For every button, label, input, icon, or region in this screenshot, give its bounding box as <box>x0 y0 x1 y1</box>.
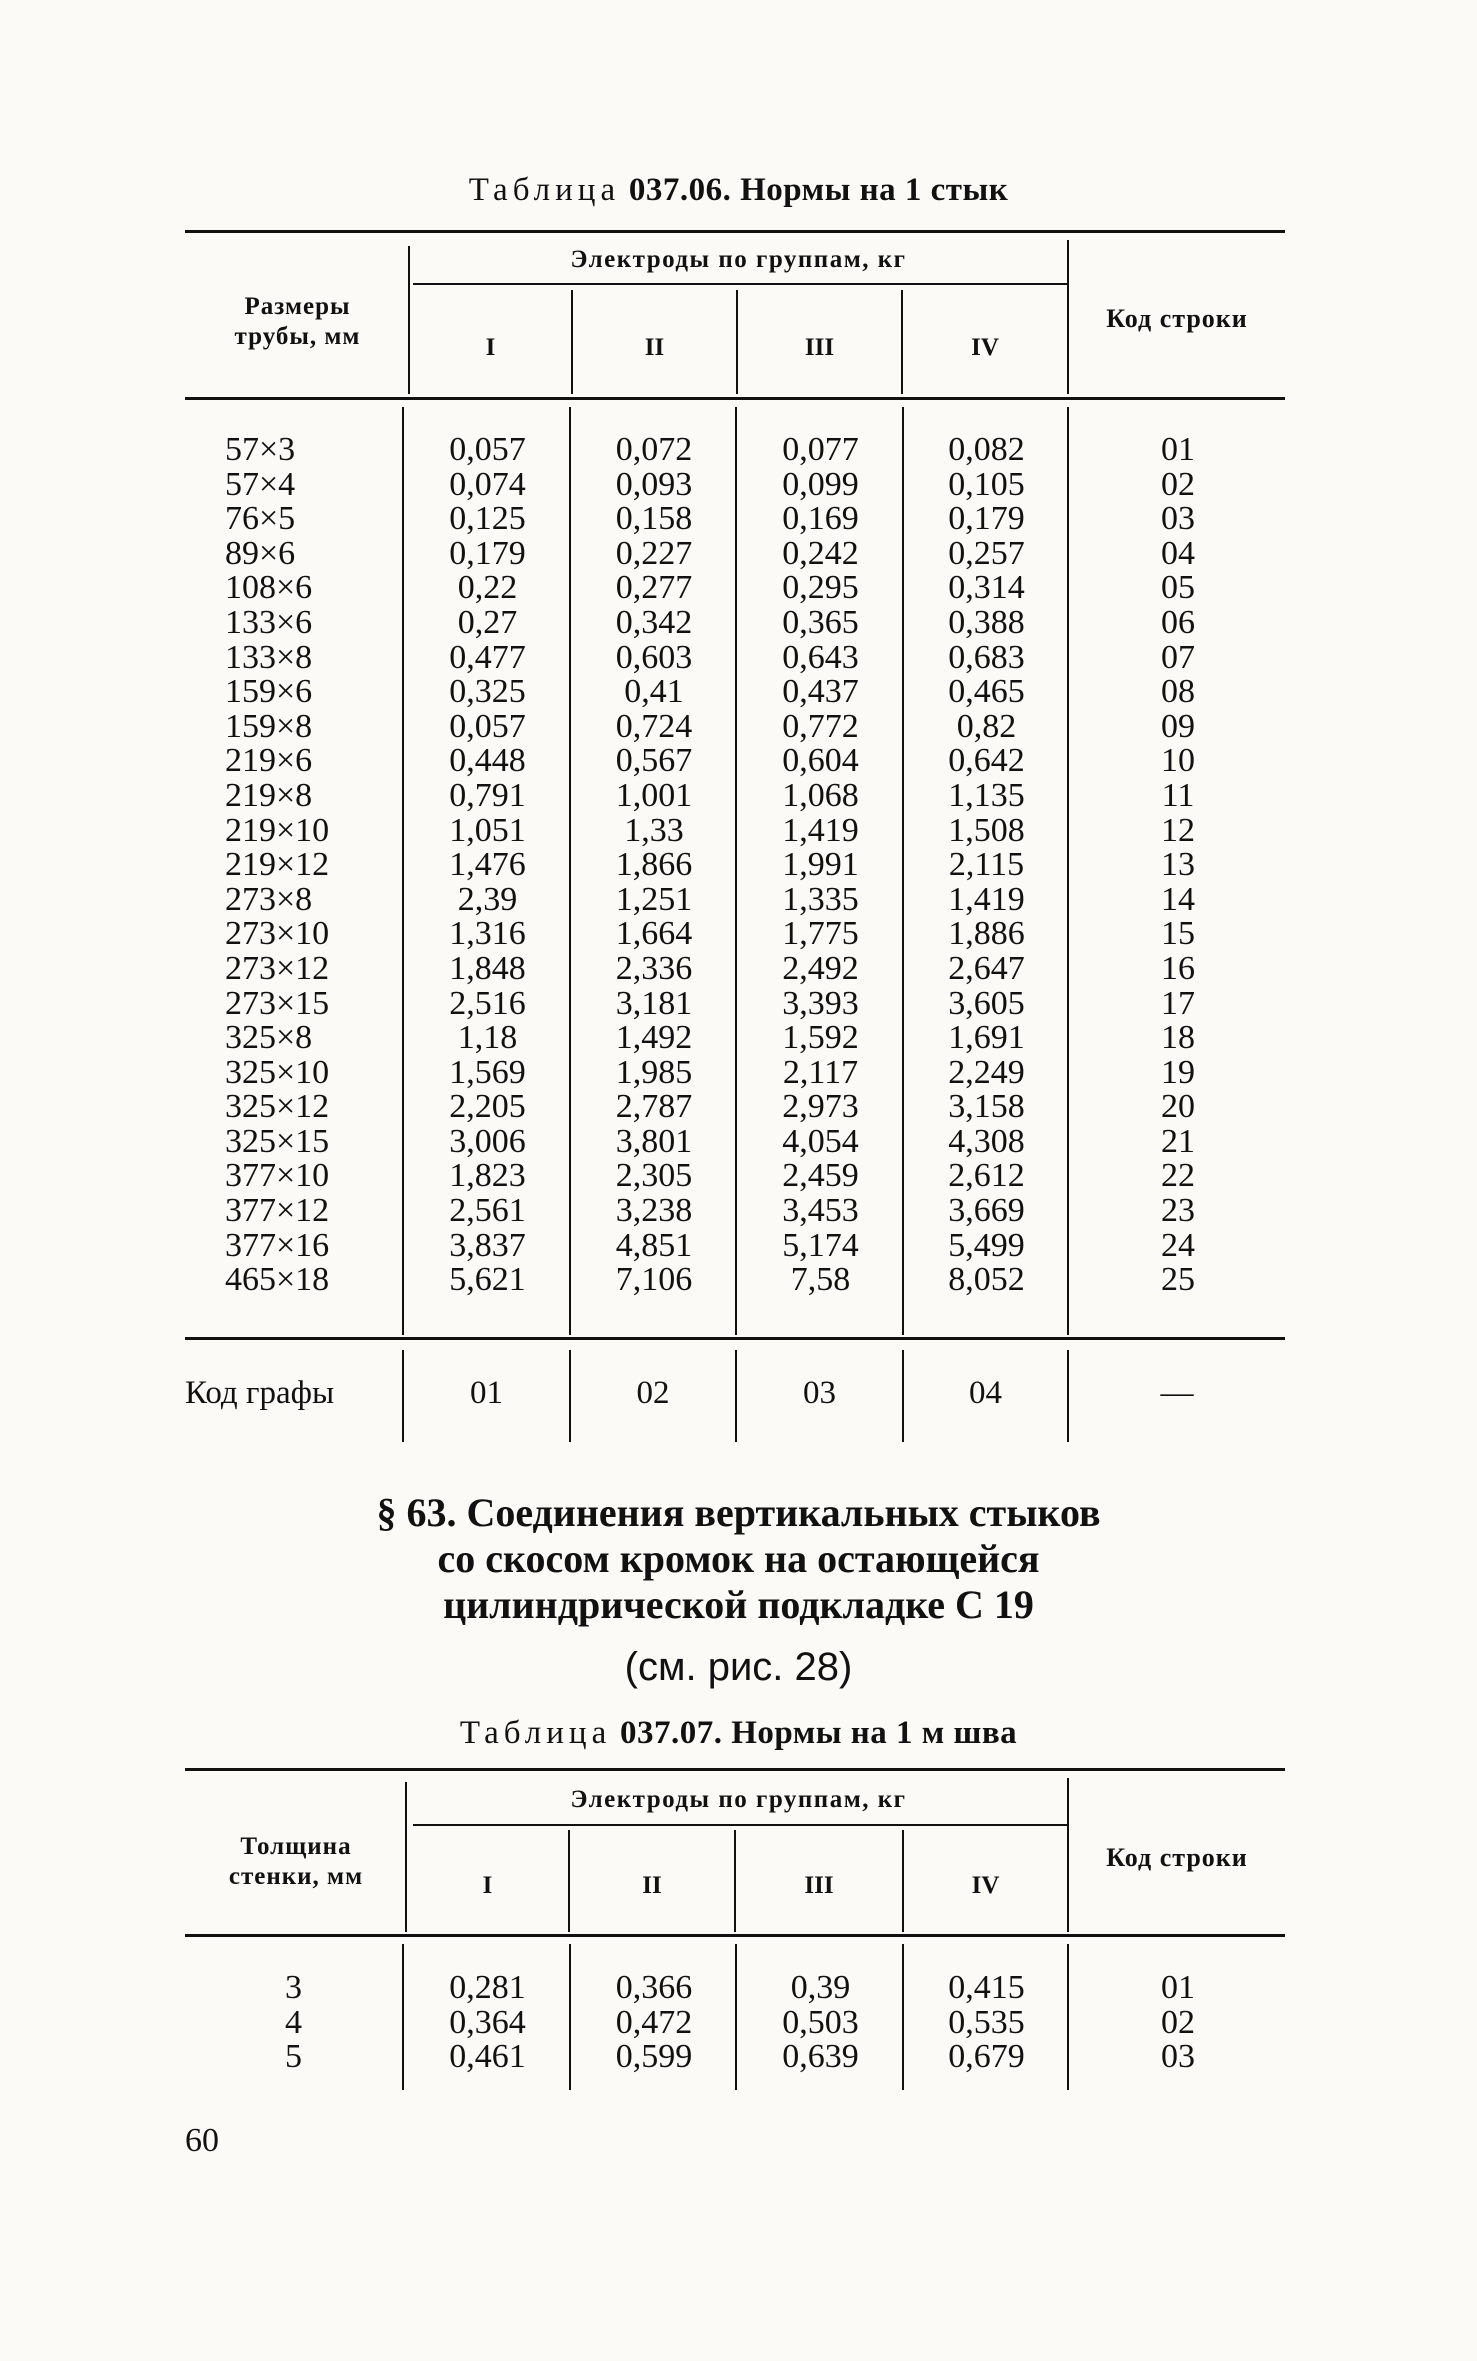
footer-code: 01 <box>470 1375 503 1411</box>
table-cell: 0,472 <box>615 2003 693 2041</box>
table-cell: 0,461 <box>449 2038 526 2076</box>
table-cell: 325×12 <box>225 1088 330 1126</box>
table-cell: 0,179 <box>449 534 526 572</box>
table-cell: 0,604 <box>782 742 859 780</box>
table-cell: 0,325 <box>449 673 526 711</box>
table2-caption-prefix: Таблица <box>459 1715 612 1751</box>
table-cell: 1,866 <box>615 846 693 884</box>
table-cell: 19 <box>1161 1053 1195 1091</box>
table-cell: 4,851 <box>615 1226 693 1264</box>
table-cell: 3,006 <box>449 1122 526 1160</box>
table-cell: 219×12 <box>225 846 330 884</box>
table1-header-rule <box>185 397 1285 400</box>
table-cell: 1,848 <box>449 949 526 987</box>
group-header-3: III <box>804 334 835 361</box>
table-cell: 3,669 <box>948 1192 1025 1230</box>
table-cell: 273×10 <box>225 915 330 953</box>
table-cell: 0,791 <box>449 776 526 814</box>
table-cell: 1,775 <box>782 915 859 953</box>
table-cell: 133×8 <box>225 638 313 676</box>
table-cell: 377×10 <box>225 1157 330 1195</box>
table2-col-IV <box>906 1971 1067 2075</box>
table-cell: 0,22 <box>457 569 518 607</box>
table-cell: 24 <box>1161 1226 1195 1264</box>
table-cell: 0,257 <box>948 534 1025 572</box>
table-cell: 23 <box>1161 1192 1195 1230</box>
group-header-1: I <box>482 1872 493 1899</box>
table-cell: 0,227 <box>615 534 693 572</box>
table-cell: 1,592 <box>782 1019 859 1057</box>
table-cell: 0,567 <box>615 742 693 780</box>
group-header-2: II <box>644 334 665 361</box>
table-cell: 0,465 <box>948 673 1025 711</box>
table-cell: 06 <box>1161 603 1195 641</box>
table-cell: 57×4 <box>225 465 296 503</box>
table-cell: 0,125 <box>449 500 526 538</box>
table-cell: 3,181 <box>615 984 693 1022</box>
table-cell: 0,599 <box>615 2038 693 2076</box>
table-cell: 1,001 <box>615 776 693 814</box>
table-cell: 1,419 <box>782 811 859 849</box>
table-cell: 57×3 <box>225 431 296 468</box>
table-cell: 325×10 <box>225 1053 330 1091</box>
table-cell: 2,336 <box>615 949 693 987</box>
table-cell: 07 <box>1161 638 1195 676</box>
table-cell: 1,33 <box>624 811 684 849</box>
table-cell: 4,308 <box>948 1122 1025 1160</box>
page-number: 60 <box>185 2122 219 2159</box>
table-cell: 1,335 <box>782 880 859 918</box>
table-cell: 2,205 <box>449 1088 526 1126</box>
table-cell: 0,364 <box>449 2003 526 2041</box>
table-cell: 08 <box>1161 673 1195 711</box>
group-header-1: I <box>485 334 496 361</box>
table-cell: 1,985 <box>615 1053 693 1091</box>
table1-vline <box>1067 407 1069 1335</box>
section-heading-line: цилиндрической подкладке С 19 <box>443 1582 1034 1627</box>
figure-reference: (см. рис. 28) <box>624 1645 853 1689</box>
table-cell: 0,158 <box>615 500 693 538</box>
table-cell: 0,642 <box>948 742 1025 780</box>
table-cell: 0,093 <box>615 465 693 503</box>
table-cell: 0,39 <box>790 1969 851 2006</box>
table-cell: 0,105 <box>948 465 1025 503</box>
table1-col-II <box>573 433 735 1298</box>
table-cell: 0,314 <box>948 569 1025 607</box>
table-cell: 4,054 <box>782 1122 859 1160</box>
table1-footer-label: Код графы <box>185 1375 335 1411</box>
stub-header-line: Толщина <box>240 1833 352 1860</box>
table-cell: 0,639 <box>782 2038 859 2076</box>
footer-code: 03 <box>803 1375 836 1411</box>
table-cell: 7,58 <box>790 1261 851 1299</box>
table2-group-rule <box>413 1824 1067 1826</box>
section-heading-line: со скосом кромок на остающейся <box>437 1536 1040 1581</box>
footer-code: 04 <box>969 1375 1002 1411</box>
table-cell: 377×16 <box>225 1226 330 1264</box>
table-cell: 108×6 <box>225 569 313 607</box>
table2-caption-rest: 037.07. Нормы на 1 м шва <box>619 1715 1018 1751</box>
table-cell: 2,973 <box>782 1088 859 1126</box>
table-cell: 0,772 <box>782 707 859 745</box>
table-cell: 273×8 <box>225 880 313 918</box>
table-cell: 219×8 <box>225 776 313 814</box>
table2-col-I <box>406 1971 569 2075</box>
table2-code-header: Код строки <box>1106 1843 1248 1872</box>
table-cell: 1,419 <box>948 880 1025 918</box>
stub-header-line: Размеры <box>244 293 351 320</box>
table-cell: 0,535 <box>948 2003 1025 2041</box>
table-cell: 273×12 <box>225 949 330 987</box>
table-cell: 0,099 <box>782 465 859 503</box>
table2-header-rule <box>185 1934 1285 1937</box>
table-cell: 2,647 <box>948 949 1025 987</box>
table-cell: 0,281 <box>449 1969 526 2006</box>
table-cell: 1,316 <box>449 915 526 953</box>
table-cell: 465×18 <box>225 1261 330 1299</box>
table1-code-header: Код строки <box>1106 304 1248 333</box>
table-cell: 2,561 <box>449 1192 526 1230</box>
table-cell: 219×10 <box>225 811 330 849</box>
group-header-4: IV <box>971 1872 1000 1899</box>
section-heading-line: § 63. Соединения вертикальных стыков <box>376 1490 1101 1535</box>
table-cell: 3,393 <box>782 984 859 1022</box>
table-cell: 25 <box>1161 1261 1195 1299</box>
footer-dash: — <box>1160 1375 1194 1411</box>
stub-header-line: трубы, мм <box>234 323 361 350</box>
table1-vline <box>902 407 904 1335</box>
table2-code-column <box>1071 1971 1285 2075</box>
table-cell: 1,823 <box>449 1157 526 1195</box>
table-cell: 2,459 <box>782 1157 859 1195</box>
table-cell: 0,603 <box>615 638 693 676</box>
table1-col-III <box>739 433 902 1298</box>
section-heading <box>0 1490 1477 1628</box>
table-cell: 0,057 <box>449 707 526 745</box>
table-cell: 03 <box>1161 500 1195 538</box>
table-cell: 133×6 <box>225 603 313 641</box>
table-cell: 20 <box>1161 1088 1195 1126</box>
table-cell: 2,492 <box>782 949 859 987</box>
table-cell: 0,415 <box>948 1969 1025 2006</box>
table-cell: 22 <box>1161 1157 1195 1195</box>
table-cell: 1,691 <box>948 1019 1025 1057</box>
table1-col-I <box>406 433 569 1298</box>
table1-caption-rest: 037.06. Нормы на 1 стык <box>628 172 1009 208</box>
table-cell: 0,277 <box>615 569 693 607</box>
table-cell: 13 <box>1161 846 1195 884</box>
table-cell: 0,82 <box>956 707 1017 745</box>
table-cell: 1,476 <box>449 846 526 884</box>
table-cell: 0,503 <box>782 2003 859 2041</box>
table2-vline <box>902 1944 904 2090</box>
table2-vline <box>569 1944 571 2090</box>
table-cell: 89×6 <box>225 534 296 572</box>
table-cell: 17 <box>1161 984 1195 1022</box>
table-cell: 7,106 <box>615 1261 693 1299</box>
table-cell: 377×12 <box>225 1192 330 1230</box>
table-cell: 18 <box>1161 1019 1195 1057</box>
table-cell: 0,366 <box>615 1969 693 2006</box>
table-cell: 3 <box>285 1969 302 2006</box>
table1-caption <box>0 172 1477 209</box>
table2-vline <box>735 1944 737 2090</box>
table-cell: 0,077 <box>782 431 859 468</box>
table-cell: 02 <box>1161 2003 1195 2041</box>
table-cell: 1,135 <box>948 776 1025 814</box>
table-cell: 2,39 <box>457 880 518 918</box>
table1-body-rule <box>185 1337 1285 1340</box>
table1-code-column <box>1071 433 1285 1298</box>
table-cell: 09 <box>1161 707 1195 745</box>
table-cell: 5,621 <box>449 1261 526 1299</box>
table-cell: 0,477 <box>449 638 526 676</box>
table-cell: 0,179 <box>948 500 1025 538</box>
table-cell: 14 <box>1161 880 1195 918</box>
footer-code: 02 <box>636 1375 670 1411</box>
table1-caption-prefix: Таблица <box>468 172 621 208</box>
table-cell: 159×6 <box>225 673 313 711</box>
table-cell: 159×8 <box>225 707 313 745</box>
table1-vline <box>402 407 404 1335</box>
table-cell: 0,169 <box>782 500 859 538</box>
table-cell: 11 <box>1161 776 1195 814</box>
table-cell: 3,158 <box>948 1088 1025 1126</box>
table-cell: 3,238 <box>615 1192 693 1230</box>
table-cell: 0,074 <box>449 465 526 503</box>
group-header-4: IV <box>971 334 999 361</box>
table-cell: 01 <box>1161 1969 1195 2006</box>
table-cell: 5 <box>285 2038 302 2076</box>
group-header-2: II <box>642 1872 662 1899</box>
table1-vline <box>735 407 737 1335</box>
table2-top-rule <box>185 1768 1285 1771</box>
table-cell: 1,664 <box>615 915 693 953</box>
table-cell: 2,612 <box>948 1157 1025 1195</box>
table1-top-rule <box>185 230 1285 233</box>
table-cell: 2,787 <box>615 1088 693 1126</box>
table-cell: 325×15 <box>225 1122 330 1160</box>
table2-vline <box>1067 1944 1069 2090</box>
table-cell: 325×8 <box>225 1019 313 1057</box>
table-cell: 1,492 <box>615 1019 693 1057</box>
table-cell: 4 <box>285 2003 302 2041</box>
table1-size-column <box>225 433 400 1298</box>
table-cell: 03 <box>1161 2038 1195 2076</box>
table-cell: 2,249 <box>948 1053 1025 1091</box>
table-cell: 0,057 <box>449 431 526 468</box>
table1-stub-header <box>185 292 410 352</box>
table-cell: 0,643 <box>782 638 859 676</box>
table-cell: 0,27 <box>457 603 518 641</box>
table-cell: 0,724 <box>615 707 693 745</box>
table-cell: 5,174 <box>782 1226 859 1264</box>
table-cell: 02 <box>1161 465 1195 503</box>
table-cell: 273×15 <box>225 984 330 1022</box>
table1-group-rule <box>413 283 1067 285</box>
table-cell: 0,342 <box>615 603 693 641</box>
table-cell: 0,295 <box>782 569 859 607</box>
table-cell: 12 <box>1161 811 1195 849</box>
table2-caption <box>0 1715 1477 1752</box>
stub-header-line: стенки, мм <box>228 1863 364 1890</box>
table-cell: 1,886 <box>948 915 1025 953</box>
table-cell: 0,242 <box>782 534 859 572</box>
table-cell: 0,679 <box>948 2038 1025 2076</box>
table-cell: 3,605 <box>948 984 1025 1022</box>
table-cell: 21 <box>1161 1122 1195 1160</box>
table-cell: 2,117 <box>782 1053 859 1091</box>
table-cell: 0,082 <box>948 431 1025 468</box>
table-cell: 0,683 <box>948 638 1025 676</box>
table2-col-III <box>739 1971 902 2075</box>
table1-vline <box>569 407 571 1335</box>
table-cell: 0,41 <box>624 673 684 711</box>
table-cell: 2,516 <box>449 984 526 1022</box>
table-cell: 3,453 <box>782 1192 859 1230</box>
table-cell: 0,437 <box>782 673 859 711</box>
table-cell: 219×6 <box>225 742 313 780</box>
table-cell: 1,569 <box>449 1053 526 1091</box>
table-cell: 1,251 <box>615 880 693 918</box>
table-cell: 76×5 <box>225 500 296 538</box>
table-cell: 1,991 <box>782 846 859 884</box>
table-cell: 0,388 <box>948 603 1025 641</box>
table-cell: 2,115 <box>948 846 1025 884</box>
table-cell: 15 <box>1161 915 1195 953</box>
table2-stub-header <box>185 1832 407 1892</box>
table-cell: 05 <box>1161 569 1195 607</box>
table-cell: 5,499 <box>948 1226 1025 1264</box>
table-cell: 1,508 <box>948 811 1025 849</box>
table-cell: 0,365 <box>782 603 859 641</box>
table-cell: 0,448 <box>449 742 526 780</box>
table-cell: 10 <box>1161 742 1195 780</box>
table2-group-header: Электроды по группам, кг <box>570 1786 907 1813</box>
table-cell: 2,305 <box>615 1157 693 1195</box>
table-cell: 16 <box>1161 949 1195 987</box>
table1-group-header: Электроды по группам, кг <box>570 246 907 273</box>
table2-vline <box>402 1944 404 2090</box>
table-cell: 0,072 <box>615 431 693 468</box>
table2-thickness-column <box>185 1971 402 2075</box>
table-cell: 04 <box>1161 534 1195 572</box>
table-cell: 01 <box>1161 431 1195 468</box>
table-cell: 3,837 <box>449 1226 526 1264</box>
table2-col-II <box>573 1971 735 2075</box>
group-header-3: III <box>804 1872 834 1899</box>
table-cell: 1,051 <box>449 811 526 849</box>
table1-col-IV <box>906 433 1067 1298</box>
table-cell: 1,068 <box>782 776 859 814</box>
table-cell: 3,801 <box>615 1122 693 1160</box>
table-cell: 8,052 <box>948 1261 1025 1299</box>
table-cell: 1,18 <box>457 1019 518 1057</box>
